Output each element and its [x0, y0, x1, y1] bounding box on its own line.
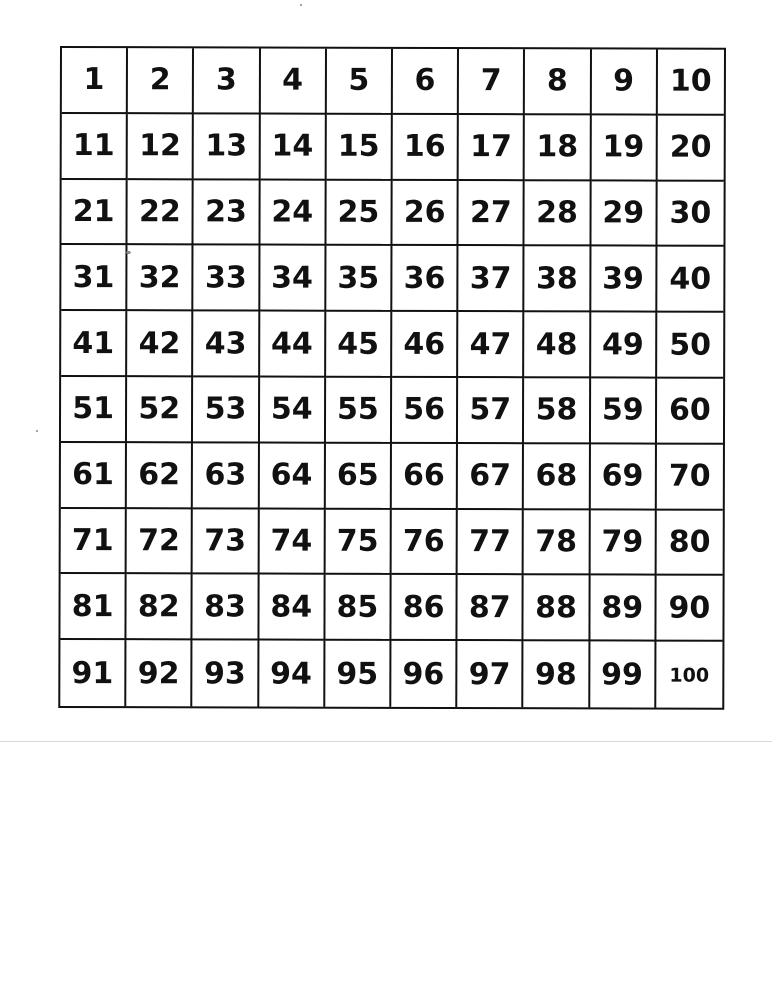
number-cell: 61 — [61, 443, 127, 509]
number-cell: 7 — [459, 49, 525, 115]
number-cell: 58 — [524, 378, 590, 444]
number-cell: 48 — [525, 312, 591, 378]
number-cell: 54 — [260, 378, 326, 444]
number-cell: 6 — [393, 49, 459, 115]
number-cell: 50 — [657, 313, 723, 379]
number-cell: 44 — [260, 312, 326, 378]
number-cell: 24 — [260, 180, 326, 246]
number-cell: 74 — [259, 509, 325, 575]
number-cell: 52 — [127, 377, 193, 443]
number-cell: 34 — [260, 246, 326, 312]
number-cell: 65 — [326, 443, 392, 509]
number-cell: 80 — [656, 510, 722, 576]
number-cell: 11 — [62, 114, 128, 180]
number-cell: 67 — [458, 444, 524, 510]
number-cell: 56 — [392, 378, 458, 444]
number-cell: 38 — [525, 247, 591, 313]
scan-speck — [300, 4, 302, 6]
number-cell: 95 — [325, 641, 391, 707]
number-cell: 90 — [656, 576, 722, 642]
number-cell: 1 — [62, 48, 128, 114]
number-cell: 89 — [590, 576, 656, 642]
number-cell: 32 — [127, 246, 193, 312]
number-cell: 21 — [61, 180, 127, 246]
number-cell: 16 — [393, 115, 459, 181]
number-cell: 76 — [392, 509, 458, 575]
number-cell: 18 — [525, 115, 591, 181]
number-cell: 12 — [128, 114, 194, 180]
number-cell: 82 — [127, 575, 193, 641]
number-cell: 78 — [524, 510, 590, 576]
number-cell: 83 — [193, 575, 259, 641]
number-cell: 10 — [658, 50, 724, 116]
number-cell: 37 — [458, 246, 524, 312]
number-cell: 8 — [525, 49, 591, 115]
number-cell: 20 — [657, 115, 723, 181]
number-cell: 2 — [128, 48, 194, 114]
number-cell: 94 — [259, 641, 325, 707]
number-cell: 45 — [326, 312, 392, 378]
number-cell: 55 — [326, 378, 392, 444]
number-cell: 69 — [590, 444, 656, 510]
number-cell: 64 — [259, 443, 325, 509]
number-cell: 79 — [590, 510, 656, 576]
number-cell: 99 — [590, 642, 656, 708]
number-cell: 29 — [591, 181, 657, 247]
number-cell: 9 — [591, 49, 657, 115]
number-cell: 36 — [392, 246, 458, 312]
number-cell: 92 — [126, 640, 192, 706]
number-cell: 35 — [326, 246, 392, 312]
scan-speck — [126, 251, 131, 254]
number-cell: 51 — [61, 377, 127, 443]
number-cell: 13 — [194, 114, 260, 180]
scan-speck — [36, 430, 38, 432]
number-cell: 19 — [591, 115, 657, 181]
number-cell: 86 — [391, 575, 457, 641]
number-cell: 81 — [60, 574, 126, 640]
number-cell: 85 — [325, 575, 391, 641]
number-cell: 87 — [458, 575, 524, 641]
number-cell: 100 — [669, 664, 710, 687]
number-cell: 25 — [326, 180, 392, 246]
scan-fold-line — [0, 741, 772, 742]
number-cell: 4 — [260, 49, 326, 115]
number-cell: 72 — [127, 509, 193, 575]
number-cell: 17 — [459, 115, 525, 181]
number-cell: 84 — [259, 575, 325, 641]
number-cell: 46 — [392, 312, 458, 378]
number-cell: 15 — [326, 114, 392, 180]
number-cell: 33 — [194, 246, 260, 312]
number-cell: 77 — [458, 510, 524, 576]
number-cell: 93 — [193, 641, 259, 707]
number-cell: 96 — [391, 641, 457, 707]
number-cell: 31 — [61, 245, 127, 311]
number-cell: 47 — [458, 312, 524, 378]
number-cell: 57 — [458, 378, 524, 444]
number-cell: 91 — [60, 640, 126, 706]
number-cell: 70 — [657, 444, 723, 510]
number-cell: 60 — [657, 379, 723, 445]
number-cell: 88 — [524, 576, 590, 642]
number-cell: 30 — [657, 181, 723, 247]
number-cell: 53 — [193, 377, 259, 443]
hundred-chart-grid — [58, 46, 726, 710]
number-cell: 68 — [524, 444, 590, 510]
number-cell: 14 — [260, 114, 326, 180]
number-cell: 3 — [194, 48, 260, 114]
number-cell: 22 — [128, 180, 194, 246]
number-cell: 98 — [524, 641, 590, 707]
number-cell: 28 — [525, 181, 591, 247]
number-cell: 73 — [193, 509, 259, 575]
number-cell: 26 — [392, 180, 458, 246]
number-cell: 5 — [327, 49, 393, 115]
number-cell: 97 — [457, 641, 523, 707]
number-cell: 71 — [61, 509, 127, 575]
number-cell: 27 — [459, 181, 525, 247]
number-cell: 66 — [392, 444, 458, 510]
number-cell: 42 — [127, 311, 193, 377]
number-cell: 43 — [194, 312, 260, 378]
number-cell: 41 — [61, 311, 127, 377]
number-cell: 75 — [325, 509, 391, 575]
number-cell: 23 — [194, 180, 260, 246]
number-cell: 40 — [657, 247, 723, 313]
number-cell: 62 — [127, 443, 193, 509]
number-cell: 59 — [591, 378, 657, 444]
number-cell: 63 — [193, 443, 259, 509]
number-cell: 49 — [591, 313, 657, 379]
number-cell: 39 — [591, 247, 657, 313]
